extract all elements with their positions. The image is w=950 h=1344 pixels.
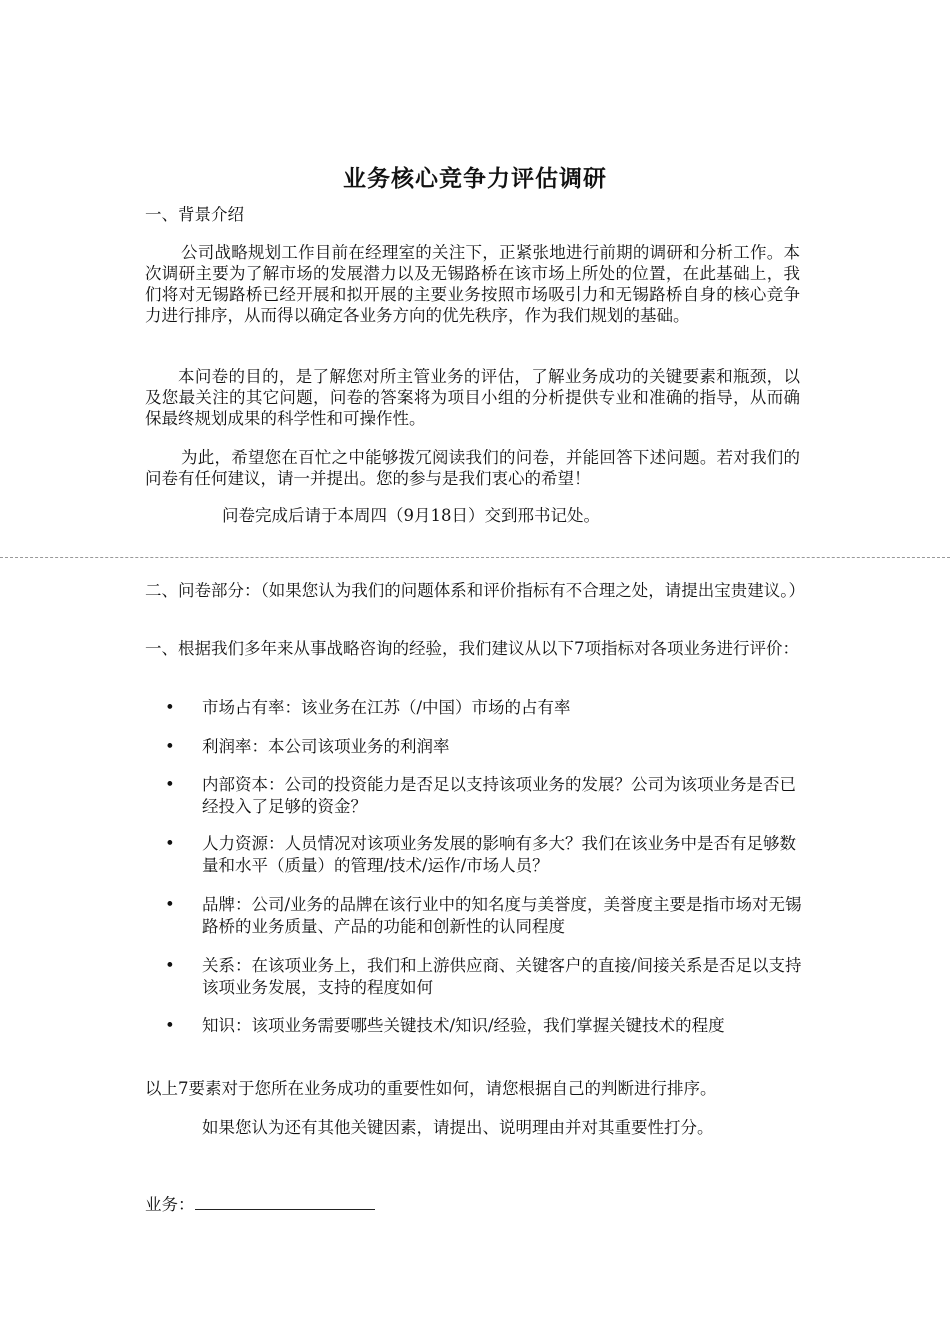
list-item-text: 知识：该项业务需要哪些关键技术/知识/经验，我们掌握关键技术的程度: [202, 1016, 725, 1035]
bullet-icon: •: [165, 775, 175, 794]
business-label: 业务：: [145, 1195, 195, 1214]
ranking-instruction: 以上7要素对于您所在业务成功的重要性如何，请您根据自己的判断进行排序。: [145, 1079, 717, 1098]
list-item-text: 关系：在该项业务上，我们和上游供应商、关键客户的直接/间接关系是否足以支持该项业务发展，支持的程度如何: [202, 956, 802, 997]
bullet-icon: •: [165, 737, 175, 756]
document-title: 业务核心竞争力评估调研: [343, 165, 607, 192]
bullet-icon: •: [165, 1016, 175, 1035]
bullet-icon: •: [165, 834, 175, 853]
question-1-intro: 一、根据我们多年来从事战略咨询的经验，我们建议从以下7项指标对各项业务进行评价：: [145, 639, 799, 658]
background-paragraph-1: 公司战略规划工作目前在经理室的关注下，正紧张地进行前期的调研和分析工作。本次调研主要为了解市场的发展潜力以及无锡路桥在该市场上所处的位置，在此基础上，我们将对无锡路桥已经开展和拟开展的主要业务按照市场吸引力和无锡路桥自身的核心竞争力进行排序，从而得以确定各业务方向的优先秩序，作为我们规划的基础。: [145, 243, 800, 325]
list-item-text: 人力资源：人员情况对该项业务发展的影响有多大？我们在该业务中是否有足够数量和水平（质量）的管理/技术/运作/市场人员？: [202, 834, 796, 875]
bullet-icon: •: [165, 956, 175, 975]
business-field: [145, 1193, 375, 1215]
bullet-icon: •: [165, 895, 175, 914]
background-paragraph-2: 本问卷的目的，是了解您对所主管业务的评估，了解业务成功的关键要素和瓶颈，以及您最关注的其它问题，问卷的答案将为项目小组的分析提供专业和准确的指导，从而确保最终规划成果的科学性和可操作性。: [145, 367, 800, 428]
section-heading-background: 一、背景介绍: [145, 205, 244, 224]
list-item-text: 品牌：公司/业务的品牌在该行业中的知名度与美誉度，美誉度主要是指市场对无锡路桥的业务质量、产品的功能和创新性的认同程度: [202, 895, 802, 936]
section-heading-questionnaire: 二、问卷部分：（如果您认为我们的问题体系和评价指标有不合理之处，请提出宝贵建议。）: [145, 581, 805, 600]
bullet-icon: •: [165, 698, 175, 717]
list-item-text: 利润率：本公司该项业务的利润率: [202, 737, 450, 756]
deadline-note: 问卷完成后请于本周四（9月18日）交到邢书记处。: [222, 506, 600, 525]
business-blank-line[interactable]: [195, 1193, 375, 1210]
list-item-text: 内部资本：公司的投资能力是否足以支持该项业务的发展？公司为该项业务是否已经投入了足够的资金？: [202, 775, 796, 816]
list-item-text: 市场占有率：该业务在江苏（/中国）市场的占有率: [202, 698, 571, 717]
background-paragraph-3: 为此，希望您在百忙之中能够拨冗阅读我们的问卷，并能回答下述问题。若对我们的问卷有任何建议，请一并提出。您的参与是我们衷心的希望！: [145, 448, 800, 488]
section-divider: [0, 557, 950, 558]
other-factors-instruction: 如果您认为还有其他关键因素，请提出、说明理由并对其重要性打分。: [202, 1118, 714, 1137]
